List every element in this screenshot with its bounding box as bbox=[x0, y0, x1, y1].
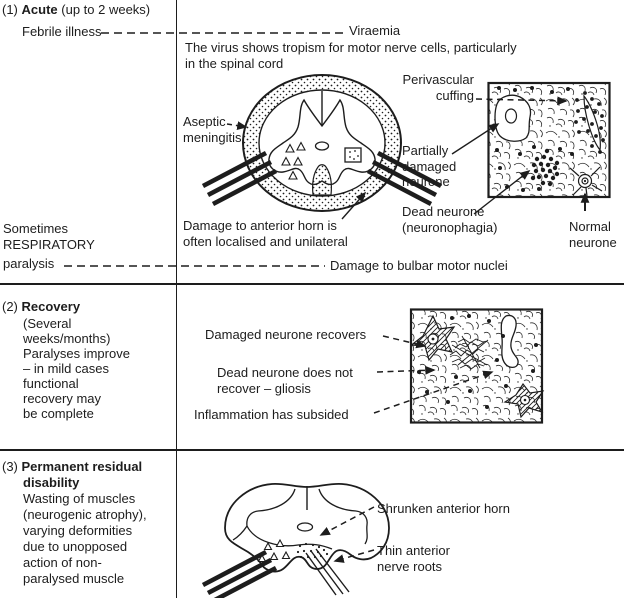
acute-heading bbox=[2, 2, 150, 18]
thin-roots-label: Thin anterior nerve roots bbox=[377, 543, 450, 574]
permanent-title-line-1: Permanent residual bbox=[21, 459, 143, 474]
central-canal bbox=[298, 523, 313, 531]
bulbar-label: Damage to bulbar motor nuclei bbox=[330, 258, 508, 273]
acute-title: Acute bbox=[21, 2, 58, 17]
permanent-description: Wasting of muscles (neurogenic atrophy), varying deformities due to unopposed action of non- paralysed muscle bbox=[23, 491, 147, 586]
anterior-horn-damage-note: Damage to anterior horn is often localised and unilateral bbox=[183, 218, 348, 249]
tropism-note: The virus shows tropism for motor nerve cells, particularly in the spinal cord bbox=[185, 40, 517, 71]
perivascular-cuffing-label: Perivascular cuffing bbox=[402, 72, 474, 103]
normal-neurone-label: Normal neurone bbox=[569, 219, 617, 250]
column-divider bbox=[176, 0, 178, 598]
viraemia-label: Viraemia bbox=[349, 23, 401, 38]
partially-damaged-label: Partially damaged neurone bbox=[402, 143, 457, 189]
acute-subtitle: (up to 2 weeks) bbox=[61, 2, 151, 17]
permanent-title-line-2: disability bbox=[23, 475, 80, 490]
inflammation-label: Inflammation has subsided bbox=[194, 407, 349, 422]
damaged-recovers-label: Damaged neurone recovers bbox=[205, 327, 367, 342]
febrile-illness-label: Febrile illness bbox=[22, 24, 102, 39]
permanent-number: (3) bbox=[2, 459, 18, 474]
spinal-cord-residual-illustration bbox=[203, 484, 389, 598]
histology-panel-recovery bbox=[411, 310, 543, 423]
respiratory-line-3: paralysis bbox=[3, 256, 55, 271]
respiratory-line-1: Sometimes bbox=[3, 221, 69, 236]
respiratory-line-2: RESPIRATORY bbox=[3, 237, 95, 252]
permanent-heading bbox=[2, 459, 142, 491]
dead-no-recover-label: Dead neurone does not recover – gliosis bbox=[217, 365, 353, 396]
section-divider-1 bbox=[0, 283, 624, 285]
acute-number: (1) bbox=[2, 2, 18, 17]
central-canal bbox=[316, 142, 329, 150]
shrunken-horn-label: Shrunken anterior horn bbox=[377, 501, 510, 516]
recovery-title: Recovery bbox=[21, 299, 81, 314]
recovery-number: (2) bbox=[2, 299, 18, 314]
damaged-horn-box bbox=[345, 148, 361, 162]
recovery-heading bbox=[2, 299, 80, 315]
histology-panel-acute bbox=[489, 83, 610, 197]
dead-neurone-label: Dead neurone (neuronophagia) bbox=[402, 204, 498, 235]
aseptic-meningitis-label: Aseptic meningitis bbox=[183, 114, 242, 145]
recovery-description: (Several weeks/months) Paralyses improve – in mild cases functional recovery may be complete bbox=[23, 316, 130, 421]
section-divider-2 bbox=[0, 449, 624, 451]
